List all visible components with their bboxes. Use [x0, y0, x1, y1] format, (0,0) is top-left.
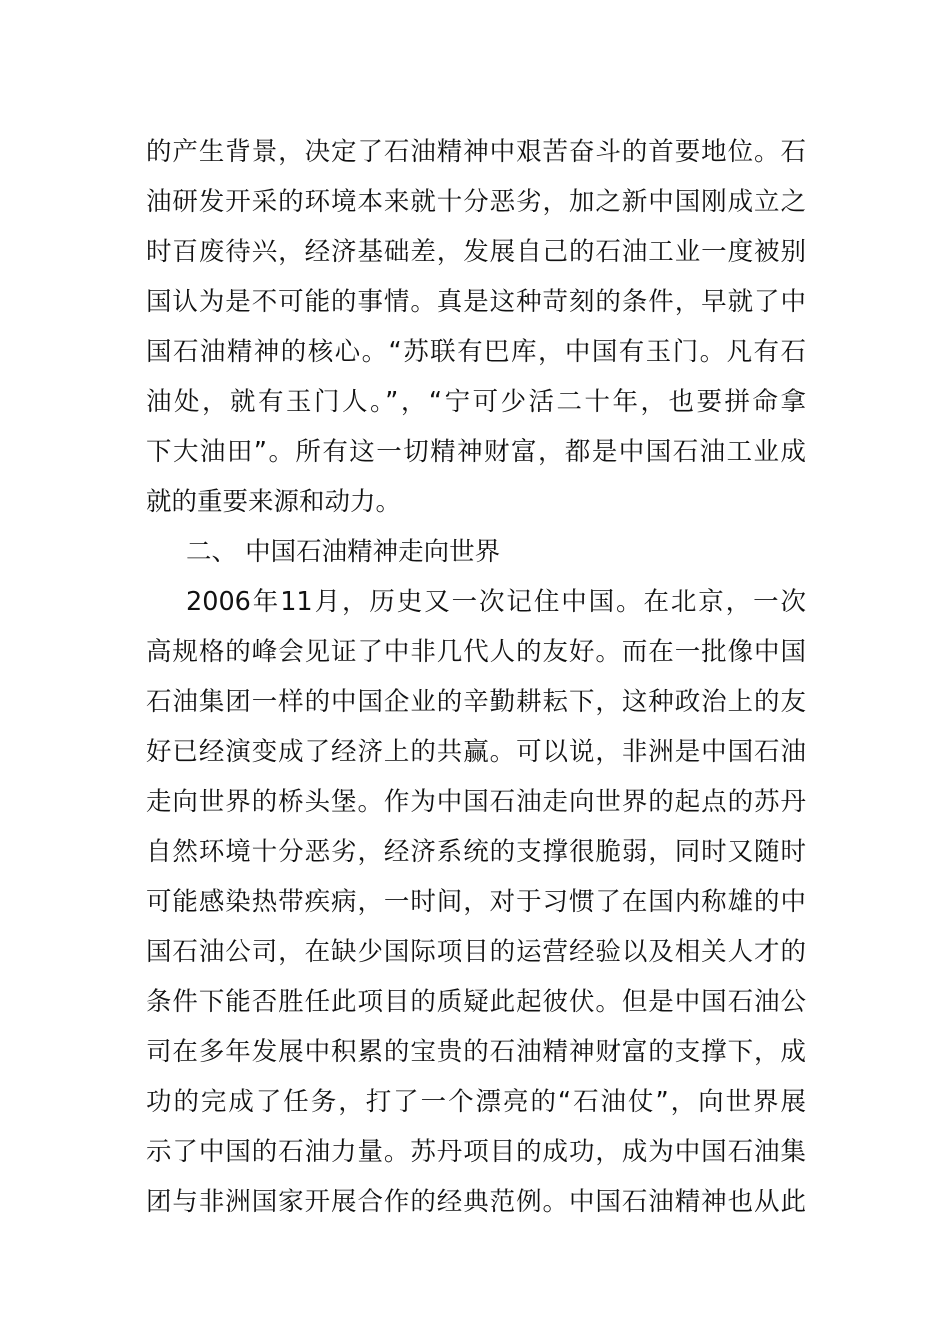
paragraph-line: 高规格的峰会见证了中非几代人的友好。而在一批像中国 — [146, 637, 806, 667]
paragraph-line: 团与非洲国家开展合作的经典范例。中国石油精神也从此 — [146, 1187, 806, 1217]
paragraph-line: 国石油公司，在缺少国际项目的运营经验以及相关人才的 — [146, 937, 806, 967]
paragraph-line-last: 就的重要来源和动力。 — [146, 487, 402, 517]
paragraph-line: 自然环境十分恶劣，经济系统的支撑很脆弱，同时又随时 — [146, 837, 806, 867]
paragraph-line: 功的完成了任务，打了一个漂亮的“石油仗”，向世界展 — [146, 1087, 806, 1117]
paragraph-line: 条件下能否胜任此项目的质疑此起彼伏。但是中国石油公 — [146, 987, 806, 1017]
paragraph-line: 可能感染热带疾病，一时间，对于习惯了在国内称雄的中 — [146, 887, 806, 917]
paragraph-line: 油处，就有玉门人。”，“宁可少活二十年，也要拼命拿 — [146, 387, 806, 417]
paragraph-line: 示了中国的石油力量。苏丹项目的成功，成为中国石油集 — [146, 1137, 806, 1167]
paragraph-line: 好已经演变成了经济上的共赢。可以说，非洲是中国石油 — [146, 737, 806, 767]
paragraph-line: 油研发开采的环境本来就十分恶劣，加之新中国刚成立之 — [146, 187, 806, 217]
paragraph-line: 时百废待兴，经济基础差，发展自己的石油工业一度被别 — [146, 237, 806, 267]
paragraph-line: 司在多年发展中积累的宝贵的石油精神财富的支撑下，成 — [146, 1037, 806, 1067]
paragraph-line: 石油集团一样的中国企业的辛勤耕耘下，这种政治上的友 — [146, 687, 806, 717]
paragraph-line-first: 2006年11月，历史又一次记住中国。在北京，一次 — [186, 587, 806, 617]
section-heading: 二、 中国石油精神走向世界 — [186, 537, 501, 567]
paragraph-line: 国石油精神的核心。“苏联有巴库，中国有玉门。凡有石 — [146, 337, 806, 367]
paragraph-line: 下大油田”。所有这一切精神财富，都是中国石油工业成 — [146, 437, 806, 467]
paragraph-line: 走向世界的桥头堡。作为中国石油走向世界的起点的苏丹 — [146, 787, 806, 817]
paragraph-line: 的产生背景，决定了石油精神中艰苦奋斗的首要地位。石 — [146, 137, 806, 167]
paragraph-line: 国认为是不可能的事情。真是这种苛刻的条件，早就了中 — [146, 287, 806, 317]
